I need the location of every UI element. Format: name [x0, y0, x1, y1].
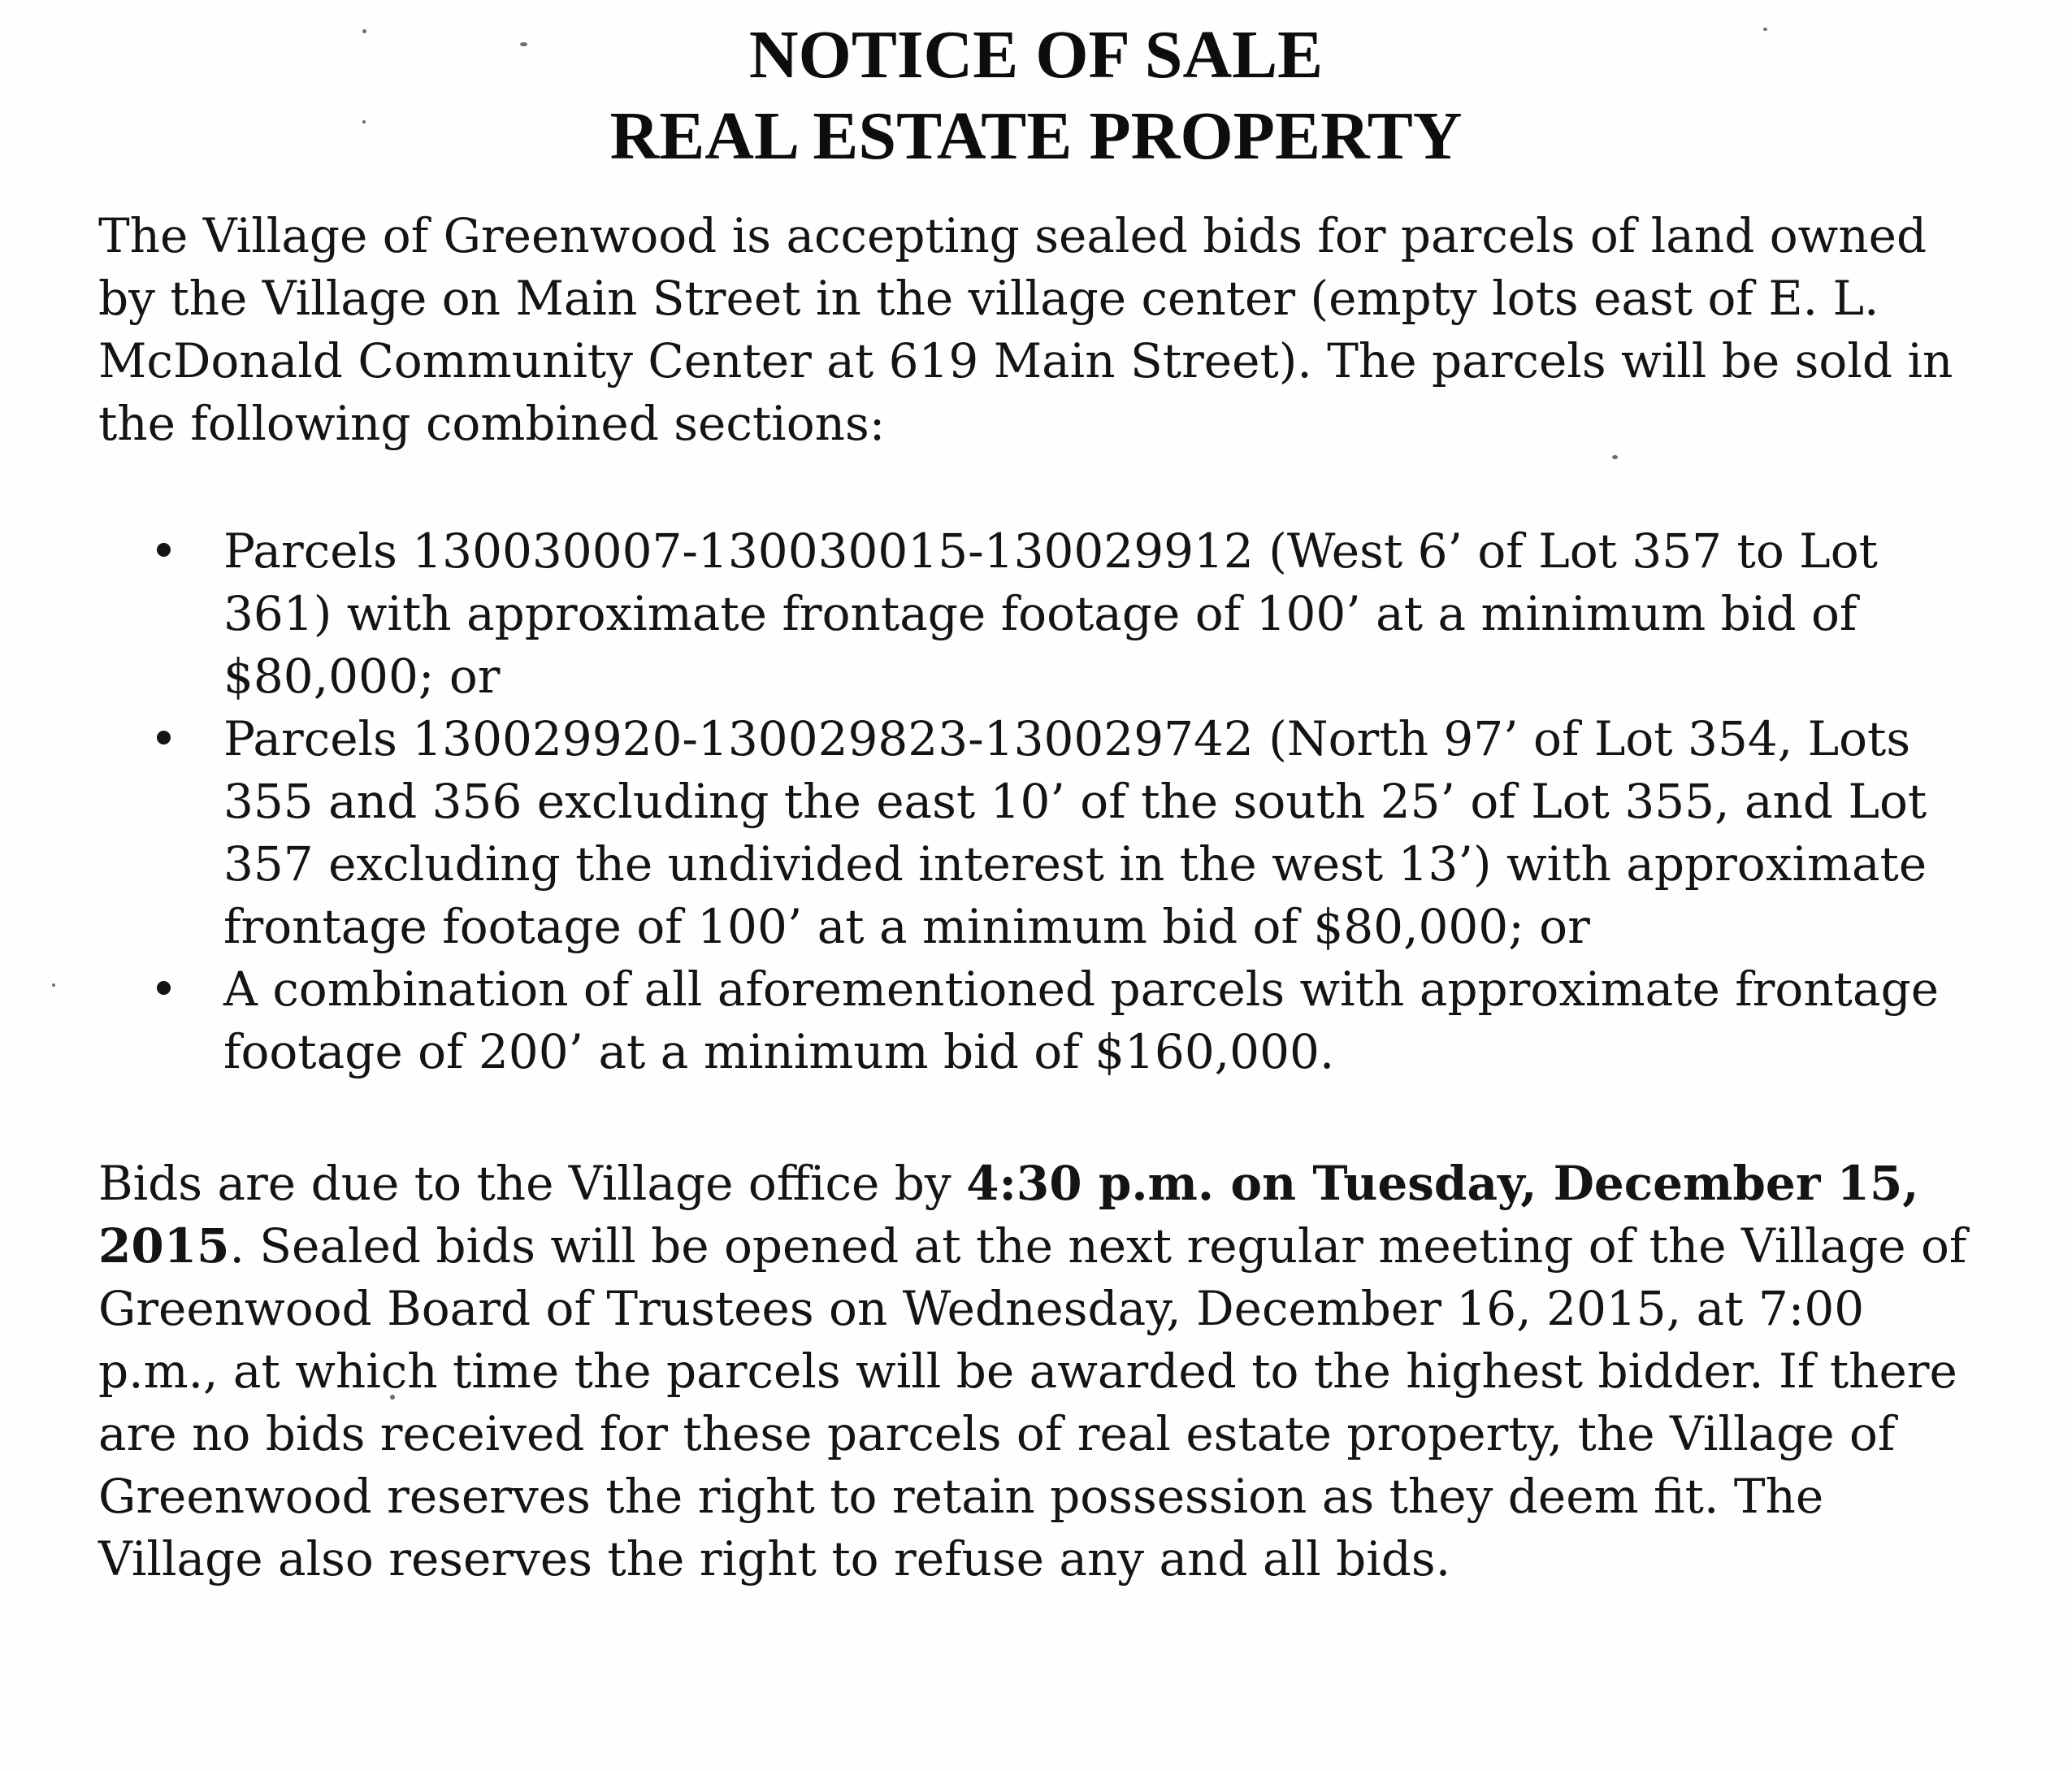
- bullet-line: 357 excluding the undivided interest in the west 13’) with approximate: [223, 836, 1927, 892]
- bullet-line: Parcels 130029920-130029823-130029742 (North 97’ of Lot 354, Lots: [223, 711, 1911, 766]
- intro-line: The Village of Greenwood is accepting sealed bids for parcels of land owned: [98, 208, 1927, 263]
- bullet-line: 361) with approximate frontage footage of 100’ at a minimum bid of: [223, 586, 1857, 641]
- scan-speck: [1612, 455, 1618, 459]
- closing-line2-rest: . Sealed bids will be opened at the next regular meeting of the Village of: [229, 1218, 1967, 1274]
- closing-line: [98, 1152, 1966, 1215]
- bullet-dot-icon: [157, 543, 171, 557]
- bullet-dot-icon: [157, 981, 171, 995]
- parcel-section-item: [154, 708, 1939, 958]
- parcel-sections-list: [154, 520, 1939, 1083]
- parcel-section-item: [154, 520, 1939, 708]
- closing-line: Greenwood Board of Trustees on Wednesday, December 16, 2015, at 7:00: [98, 1281, 1865, 1336]
- scan-speck: [52, 983, 55, 987]
- bid-deadline: 4:30 p.m. on Tuesday, December 15,: [966, 1156, 1919, 1211]
- closing-line: Village also reserves the right to refuse any and all bids.: [98, 1531, 1451, 1587]
- closing-line: are no bids received for these parcels of real estate property, the Village of: [98, 1406, 1896, 1461]
- bid-deadline-year: 2015: [98, 1218, 230, 1274]
- closing-paragraph: [98, 1152, 1966, 1591]
- intro-line: by the Village on Main Street in the village center (empty lots east of E. L.: [98, 271, 1879, 326]
- parcel-section-item: [154, 958, 1939, 1083]
- intro-paragraph: [98, 205, 1953, 455]
- bullet-line: A combination of all aforementioned parcels with approximate frontage: [223, 961, 1940, 1017]
- bullet-line: $80,000; or: [223, 649, 501, 704]
- closing-line: Greenwood reserves the right to retain possession as they deem fit. The: [98, 1469, 1824, 1524]
- closing-line1-prefix: Bids are due to the Village office by: [98, 1156, 967, 1211]
- bullet-line: 355 and 356 excluding the east 10’ of the south 25’ of Lot 355, and Lot: [223, 774, 1927, 829]
- bullet-line: footage of 200’ at a minimum bid of $160,000.: [223, 1024, 1335, 1079]
- notice-title-line1: NOTICE OF SALE: [748, 17, 1324, 93]
- intro-line: the following combined sections:: [98, 396, 886, 451]
- bullet-line: Parcels 130030007-130030015-130029912 (West 6’ of Lot 357 to Lot: [223, 523, 1878, 579]
- closing-line: [98, 1215, 1966, 1278]
- bullet-line: frontage footage of 100’ at a minimum bid of $80,000; or: [223, 899, 1590, 954]
- intro-line: McDonald Community Center at 619 Main Street). The parcels will be sold in: [98, 333, 1953, 388]
- notice-title-line2: REAL ESTATE PROPERTY: [609, 98, 1463, 174]
- closing-line: p.m., at which time the parcels will be awarded to the highest bidder. If there: [98, 1343, 1957, 1399]
- bullet-dot-icon: [157, 731, 171, 744]
